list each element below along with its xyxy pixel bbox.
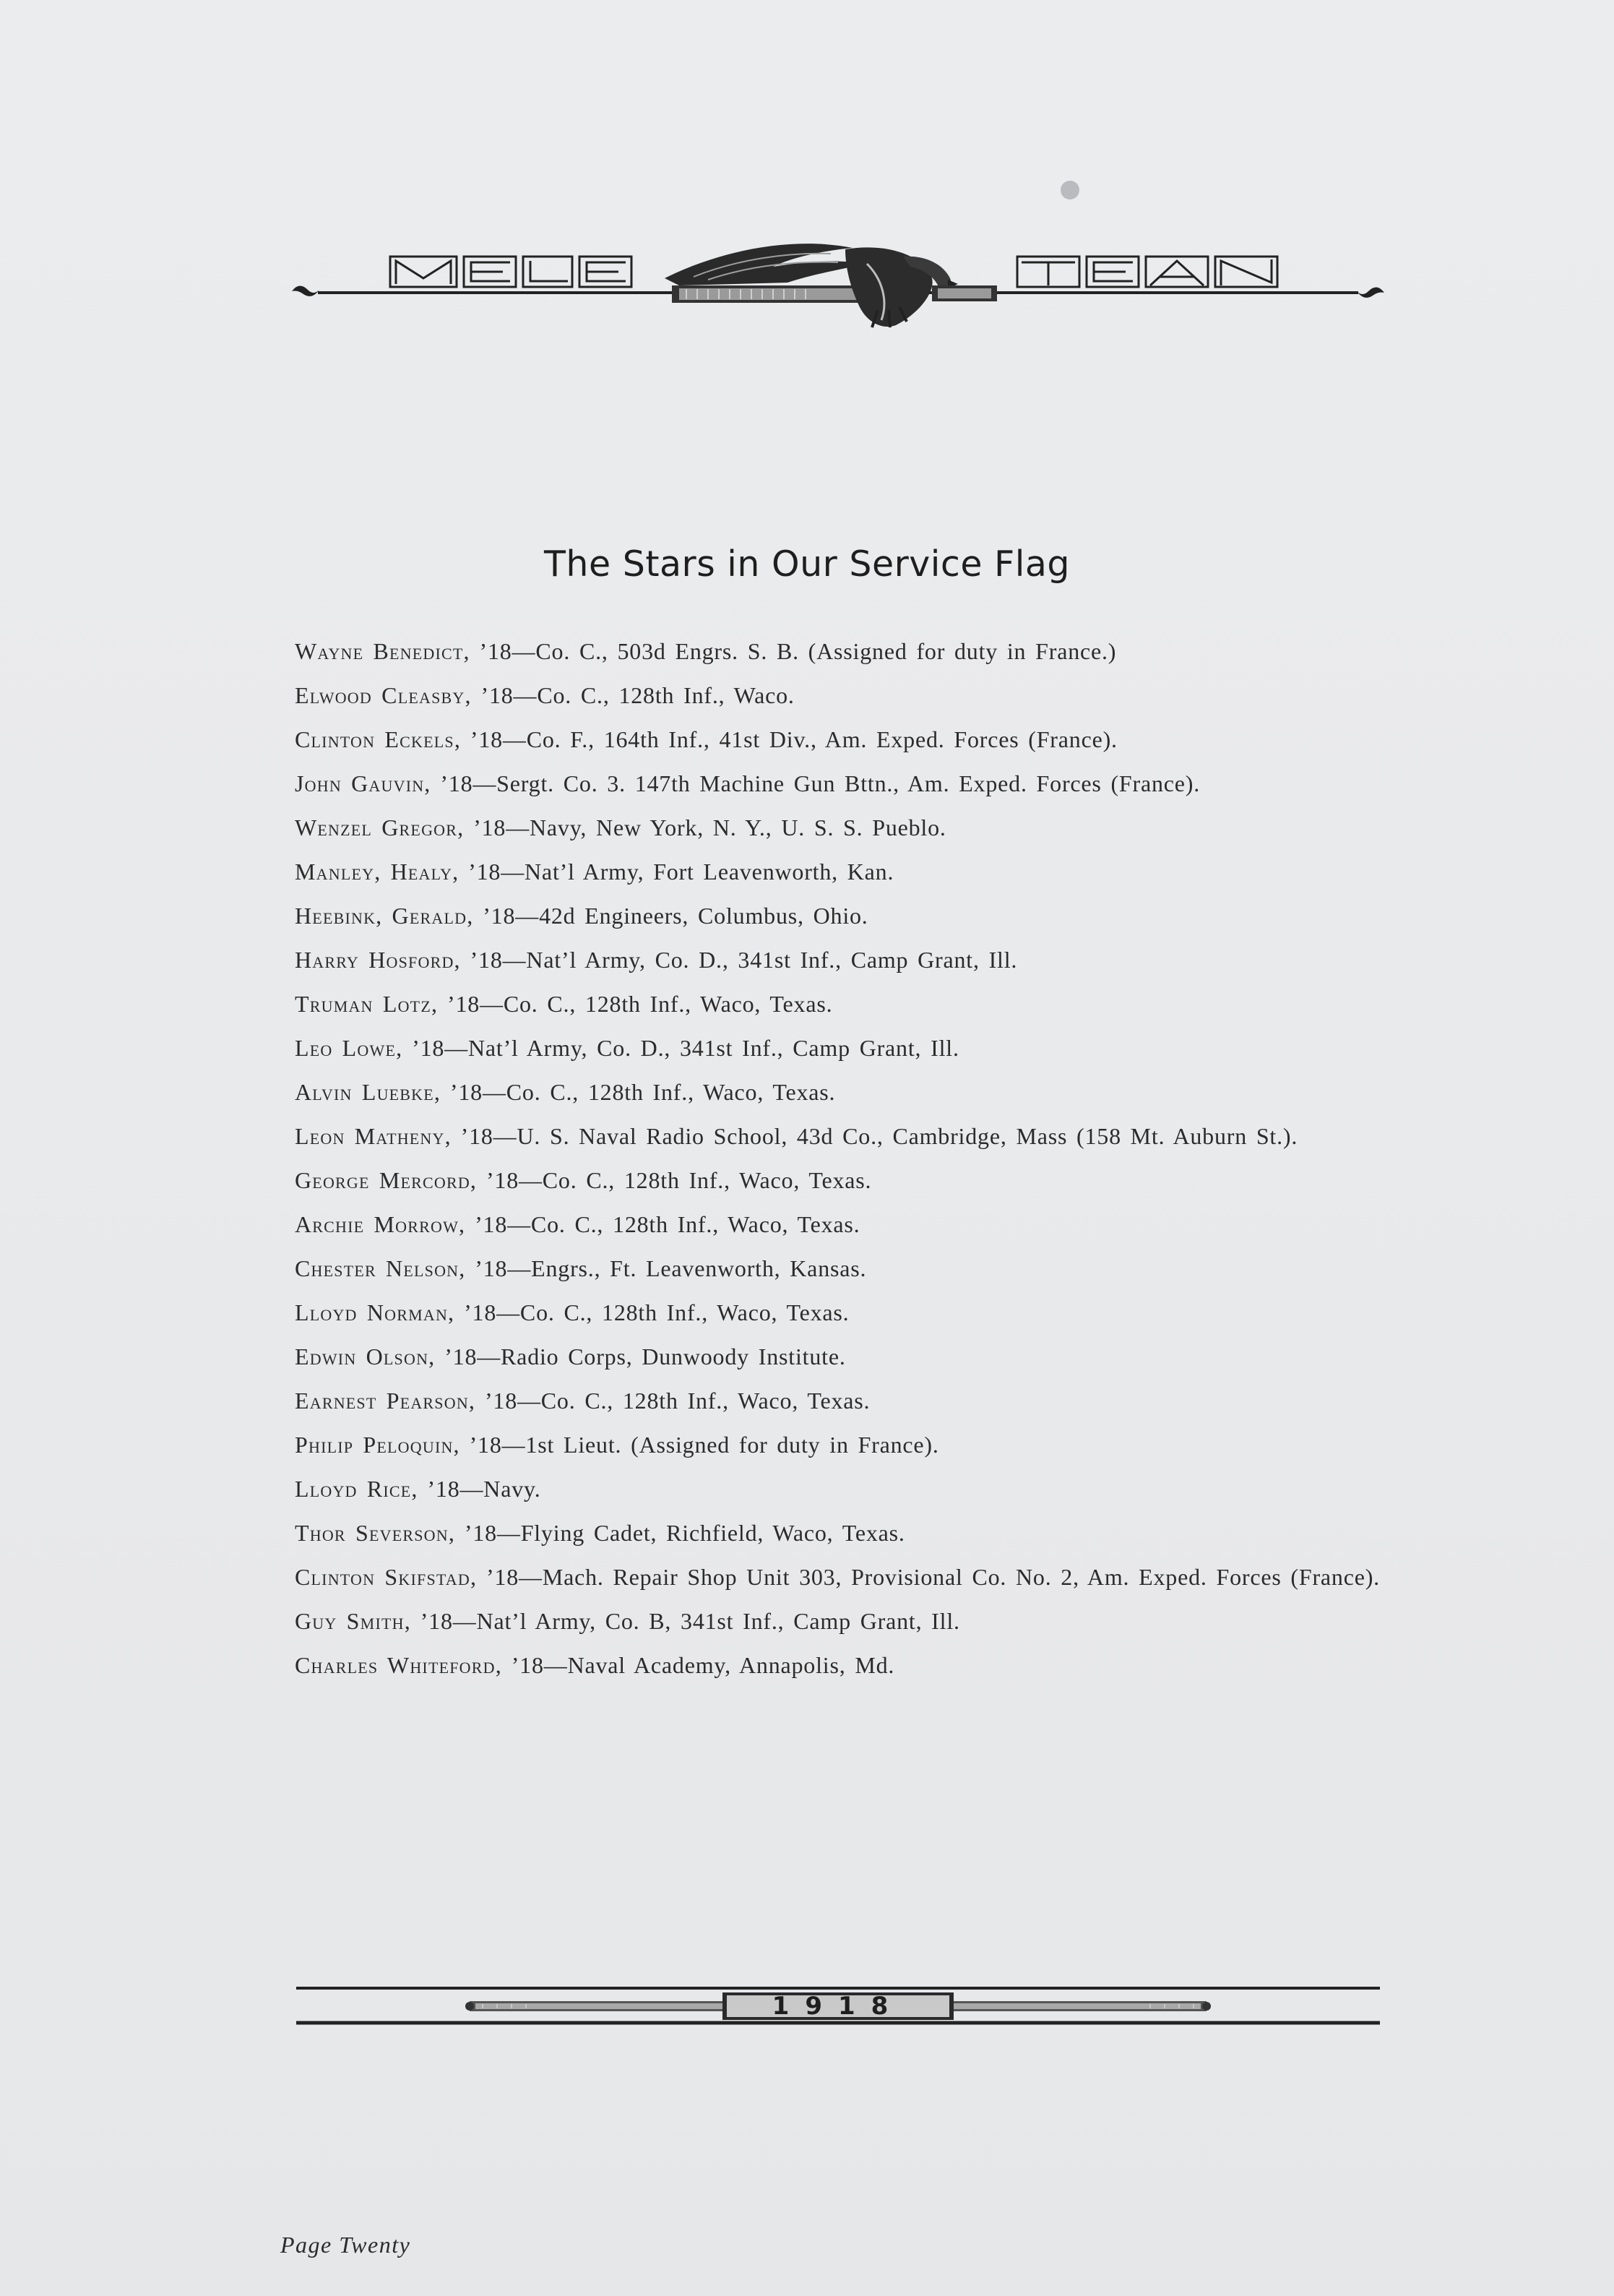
list-item [295,1565,1386,1589]
service-member-name: Chester Nelson, [295,1255,466,1281]
service-member-name: Lloyd Rice, [295,1476,418,1502]
punch-hole-dot [1061,181,1079,199]
service-detail: ’18—Nat’l Army, Fort Leavenworth, Kan. [468,859,894,885]
service-member-name: Lloyd Norman, [295,1299,455,1325]
list-item [295,1168,1386,1192]
service-member-name: Edwin Olson, [295,1343,436,1370]
service-member-name: Elwood Cleasby, [295,682,472,708]
list-item [295,1300,1386,1325]
service-detail: ’18—Radio Corps, Dunwoody Institute. [444,1343,846,1370]
list-item [295,1256,1386,1281]
service-detail: ’18—Navy, New York, N. Y., U. S. S. Pueblo. [473,814,946,840]
service-flag-list [295,639,1386,1697]
list-item [295,1432,1386,1457]
list-item [295,992,1386,1016]
service-member-name: Philip Peloquin, [295,1432,460,1458]
page-number-label: Page Twenty [280,2232,411,2258]
service-member-name: Clinton Skifstad, [295,1564,478,1590]
list-item [295,859,1386,884]
list-item [295,1124,1386,1148]
service-member-name: John Gauvin, [295,770,431,796]
service-detail: ’18—Engrs., Ft. Leavenworth, Kansas. [475,1255,867,1281]
service-detail: ’18—Co. C., 128th Inf., Waco, Texas. [446,991,833,1017]
service-detail: ’18—Co. C., 128th Inf., Waco, Texas. [464,1299,850,1325]
service-member-name: Archie Morrow, [295,1211,466,1237]
list-item [295,727,1386,752]
service-detail: ’18—U. S. Naval Radio School, 43d Co., Cambridge, Mass (158 Mt. Auburn St.). [460,1123,1298,1149]
list-item [295,1521,1386,1545]
service-detail: ’18—Nat’l Army, Co. D., 341st Inf., Camp Grant, Ill. [470,947,1018,973]
service-member-name: Manley, Healy, [295,859,459,885]
service-member-name: Wayne Benedict, [295,638,470,664]
service-detail: ’18—Co. C., 128th Inf., Waco. [480,682,795,708]
service-member-name: Charles Whiteford, [295,1652,502,1678]
service-member-name: Clinton Eckels, [295,726,462,752]
masthead-banner [289,235,1387,332]
list-item [295,1653,1386,1677]
service-member-name: Earnest Pearson, [295,1388,476,1414]
service-detail: ’18—Sergt. Co. 3. 147th Machine Gun Bttn., Am. Exped. Forces (France). [440,770,1201,796]
list-item [295,903,1386,928]
service-detail: ’18—Co. F., 164th Inf., 41st Div., Am. Exped. Forces (France). [470,726,1118,752]
service-member-name: Leon Matheny, [295,1123,452,1149]
list-item [295,1080,1386,1104]
list-item [295,771,1386,796]
list-item [295,639,1386,663]
service-member-name: Harry Hosford, [295,947,461,973]
service-member-name: Leo Lowe, [295,1035,403,1061]
list-item [295,1212,1386,1237]
list-item [295,815,1386,840]
masthead-left-letters [390,257,631,287]
list-item [295,683,1386,708]
eagle-emblem-icon [665,244,997,327]
list-item [295,1344,1386,1369]
service-detail: ’18—Co. C., 128th Inf., Waco, Texas. [449,1079,836,1105]
list-item [295,947,1386,972]
masthead-right-letters [1017,257,1277,287]
service-member-name: Alvin Luebke, [295,1079,441,1105]
service-member-name: Heebink, Gerald, [295,903,474,929]
service-member-name: Thor Severson, [295,1520,456,1546]
service-member-name: George Mercord, [295,1167,478,1193]
service-detail: ’18—1st Lieut. (Assigned for duty in France). [469,1432,939,1458]
service-detail: ’18—Mach. Repair Shop Unit 303, Provisional Co. No. 2, Am. Exped. Forces (France). [486,1564,1380,1590]
service-detail: ’18—Co. C., 503d Engrs. S. B. (Assigned for duty in France.) [479,638,1117,664]
service-member-name: Truman Lotz, [295,991,439,1017]
service-detail: ’18—Co. C., 128th Inf., Waco, Texas. [475,1211,860,1237]
list-item [295,1388,1386,1413]
service-detail: ’18—Nat’l Army, Co. B, 341st Inf., Camp Grant, Ill. [420,1608,960,1634]
service-detail: ’18—Flying Cadet, Richfield, Waco, Texas. [464,1520,905,1546]
service-detail: ’18—Navy. [427,1476,541,1502]
service-member-name: Guy Smith, [295,1608,411,1634]
list-item [295,1036,1386,1060]
footer-year-text: 1918 [772,1992,905,2021]
service-member-name: Wenzel Gregor, [295,814,465,840]
list-item [295,1609,1386,1633]
footer-year-banner [289,1984,1387,2027]
service-detail: ’18—Co. C., 128th Inf., Waco, Texas. [486,1167,872,1193]
service-detail: ’18—Nat’l Army, Co. D., 341st Inf., Camp Grant, Ill. [412,1035,959,1061]
service-detail: ’18—42d Engineers, Columbus, Ohio. [483,903,868,929]
list-item [295,1476,1386,1501]
service-detail: ’18—Co. C., 128th Inf., Waco, Texas. [484,1388,871,1414]
service-detail: ’18—Naval Academy, Annapolis, Md. [511,1652,895,1678]
page-title: The Stars in Our Service Flag [544,543,1070,585]
